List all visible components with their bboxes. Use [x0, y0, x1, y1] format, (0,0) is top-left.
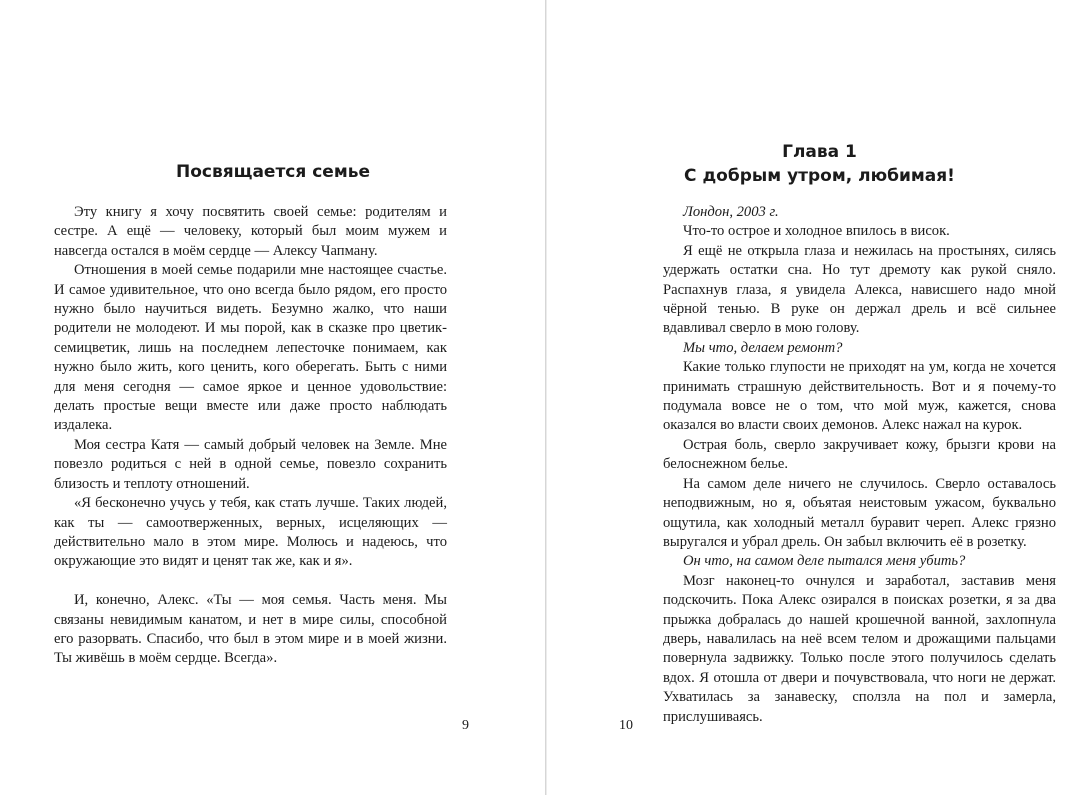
paragraph: «Я бесконечно учусь у тебя, как стать лучше. Таких людей, как ты — самоотверженных, верных, исцеляющих — действительно мало в этом мире. Молюсь и надеюсь, что окружающие это видят и ценят так же, как и я». [54, 495, 447, 570]
paragraph: Моя сестра Катя — самый добрый человек на Земле. Мне повезло родиться с ней в одной семье, повезло сохранить близость и теплоту отношений. [54, 436, 447, 492]
page-number: 10 [619, 718, 633, 733]
paragraph: Я ещё не открыла глаза и нежилась на простынях, силясь удержать остатки сна. Но тут дремоту как рукой сняло. Распахнув глаза, я увидела Алекса, нависшего надо мной чёрной тенью. В руке он держал дрель и всё сильнее вдавливал сверло в мою голову. [663, 242, 1056, 337]
italic-thought: Он что, на самом деле пытался меня убить? [683, 553, 966, 570]
right-page [547, 0, 1092, 795]
page-number: 9 [462, 718, 469, 733]
dedication-text [54, 203, 447, 669]
italic-thought: Мы что, делаем ремонт? [683, 339, 843, 356]
paragraph: Мозг наконец-то очнулся и заработал, заставив меня подскочить. Пока Алекс озирался в поисках розетки, я за два прыжка добралась до нашей крошечной ванной, захлопнула дверь, навалилась на неё всем телом и дрожащими пальцами повернула задвижку. Только после этого получилось сделать вдох. Я отошла от двери и почувствовала, что ноги не держат. Ухватилась за занавеску, сползла на пол и замерла, прислушиваясь. [663, 572, 1056, 725]
chapter-heading [547, 140, 1092, 188]
paragraph: Отношения в моей семье подарили мне настоящее счастье. И самое удивительное, что оно всегда было рядом, его просто нужно было научиться видеть. Безумно жалко, что наши родители не молодеют. И мы порой, как в сказке про цветик-семицветик, лишь на последнем лепесточке понимаем, как нужно было жить, кого ценить, кого оберегать. Быть с ними для меня сегодня — самое яркое и ценное удовольствие: делать простые вещи вместе или даже просто наблюдать издалека. [54, 262, 447, 434]
chapter-title: С добрым утром, любимая! [684, 166, 955, 186]
dedication-title: Посвящается семье [176, 162, 370, 182]
paragraph: Какие только глупости не приходят на ум, когда не хочется принимать страшную действительность. Вот и я почему-то подумала вовсе не о том, что мой муж, кажется, снова оказался во власти своих демонов. Алекс нажал на курок. [663, 359, 1056, 434]
paragraph: Что-то острое и холодное впилось в висок. [683, 223, 950, 240]
paragraph: Эту книгу я хочу посвятить своей семье: родителям и сестре. А ещё — человеку, который был моим мужем и навсегда остался в моём сердце — Алексу Чапману. [54, 204, 447, 259]
chapter-label: Глава 1 [782, 142, 857, 162]
chapter-text [663, 203, 1056, 727]
paragraph: На самом деле ничего не случилось. Сверло оставалось неподвижным, но я, объятая неистовым ужасом, буквально ощутила, как холодный металл буравит череп. Алекс грязно выругался и убрал дрель. Он забыл включить её в розетку. [663, 475, 1056, 550]
place-date-line: Лондон, 2003 г. [683, 204, 779, 220]
paragraph: Острая боль, сверло закручивает кожу, брызги крови на белоснежном белье. [663, 436, 1056, 473]
paragraph: И, конечно, Алекс. «Ты — моя семья. Часть меня. Мы связаны невидимым канатом, и нет в мире силы, способной его разорвать. Спасибо, что был в этом мире и в моей жизни. Ты живёшь в моём сердце. Всегда». [54, 592, 447, 667]
